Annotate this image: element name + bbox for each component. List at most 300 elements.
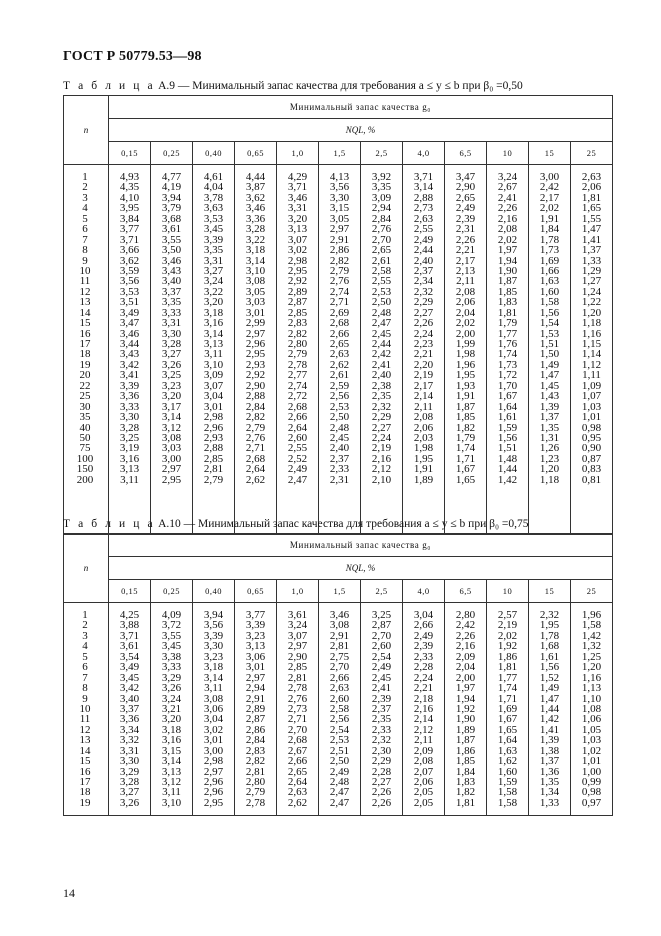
table-cell-value: 3,45 (203, 223, 224, 236)
table-cell-value: 3,55 (161, 233, 182, 246)
table-cell-value: 2,12 (413, 723, 434, 736)
table-cell-value: 1,49 (539, 358, 560, 371)
table-cell-value: 4,13 (329, 171, 350, 183)
n-value: 10 (79, 264, 91, 277)
table-cell-value: 2,02 (539, 202, 560, 215)
table-cell-value: 3,42 (119, 358, 140, 371)
table-cell-value: 2,47 (371, 317, 392, 330)
table-cell-value: 3,36 (245, 212, 266, 225)
table-cell-value: 3,51 (119, 296, 140, 309)
table-cell-value: 2,97 (161, 463, 182, 476)
table-cell-value: 2,79 (329, 264, 350, 277)
table-cell-value: 2,16 (497, 212, 518, 225)
table-cell-value: 2,48 (371, 306, 392, 319)
table-cell-value: 2,88 (413, 191, 434, 204)
table-cell-value: 3,61 (161, 223, 182, 236)
table-cell-value: 3,71 (287, 181, 308, 194)
table-cell-value: 1,84 (455, 765, 476, 778)
table-cell-value: 3,07 (203, 379, 224, 392)
table-cell-value: 2,66 (329, 671, 350, 684)
table-cell-value: 1,67 (497, 713, 518, 726)
table-cell-value: 2,64 (287, 776, 308, 788)
table-cell-value: 1,77 (497, 671, 518, 684)
table-cell-value: 2,02 (497, 233, 518, 246)
table-cell-value: 1,44 (539, 702, 560, 715)
table-cell-value: 1,18 (581, 317, 602, 330)
table-cell-value: 2,41 (497, 191, 518, 204)
table-cell-value: 2,71 (329, 296, 350, 309)
value-column (361, 603, 403, 816)
table-cell-value: 1,51 (497, 442, 518, 455)
table-cell-value: 2,56 (329, 713, 350, 726)
table-cell-value: 3,05 (245, 285, 266, 298)
table-cell-value: 2,54 (371, 650, 392, 663)
table-cell-value: 3,45 (161, 640, 182, 653)
table-cell-value: 2,11 (456, 275, 475, 288)
table-cell-value: 0,87 (581, 452, 602, 465)
table-cell-value: 2,32 (413, 285, 434, 298)
table-cell-value: 3,46 (287, 191, 308, 204)
nql-value-cell: 1,5 (319, 142, 361, 165)
table-cell-value: 3,39 (203, 629, 224, 642)
table-cell-value: 2,19 (413, 369, 434, 382)
table-cell-value: 2,50 (371, 296, 392, 309)
table-cell-value: 2,55 (287, 442, 308, 455)
table-cell-value: 3,28 (161, 338, 182, 350)
table-cell-value: 3,28 (245, 223, 266, 236)
table-cell-value: 2,26 (455, 233, 476, 246)
table-cell-value: 1,63 (497, 744, 518, 757)
table-cell-value: 2,30 (371, 744, 392, 757)
table-cell-value: 2,44 (371, 338, 392, 350)
table-cell-value: 3,27 (161, 348, 182, 361)
table-cell-value: 2,10 (371, 473, 392, 486)
table-cell-value: 2,60 (329, 692, 350, 705)
table-cell-value: 1,01 (581, 755, 602, 768)
table-cell-value: 2,91 (329, 629, 350, 642)
value-column (151, 603, 193, 816)
table-cell-value: 3,46 (119, 327, 140, 340)
n-value: 16 (79, 327, 91, 340)
table-cell-value: 1,86 (497, 650, 518, 663)
table-cell-value: 2,24 (413, 327, 434, 340)
table-cell-value: 2,88 (245, 390, 266, 403)
value-column (193, 165, 235, 535)
table-cell-value: 1,67 (455, 463, 476, 476)
table-cell-value: 3,20 (287, 212, 308, 225)
table-cell-value: 2,66 (413, 619, 434, 632)
table-cell-value: 2,95 (203, 796, 224, 809)
table-cell-value: 1,03 (581, 734, 602, 747)
table-cell-value: 2,65 (287, 765, 308, 778)
table-cell-value: 2,28 (371, 765, 392, 778)
table-cell-value: 2,41 (371, 682, 392, 695)
table-cell-value: 1,87 (497, 275, 518, 288)
table-cell-value: 3,62 (119, 254, 140, 267)
table-cell-value: 1,35 (539, 776, 560, 788)
table-cell-value: 1,16 (581, 671, 602, 684)
table-cell-value: 1,64 (497, 734, 518, 747)
table-cell-value: 3,09 (371, 191, 392, 204)
n-value: 3 (82, 191, 88, 204)
table-cell-value: 2,49 (413, 629, 434, 642)
table-cell-value: 1,65 (497, 723, 518, 736)
table-cell-value: 4,04 (203, 181, 224, 194)
table-cell-value: 3,09 (203, 369, 224, 382)
table-cell-value: 2,34 (413, 275, 434, 288)
table-cell-value: 3,54 (119, 650, 140, 663)
table-cell-value: 2,91 (245, 692, 266, 705)
table-cell-value: 2,39 (455, 212, 476, 225)
n-value: 2 (82, 619, 88, 632)
table-cell-value: 3,47 (455, 171, 476, 183)
table-cell-value: 2,26 (413, 317, 434, 330)
table-cell-value: 1,97 (455, 682, 476, 695)
table-cell-value: 2,78 (245, 796, 266, 809)
table-cell-value: 2,32 (371, 734, 392, 747)
table-cell-value: 1,76 (497, 338, 518, 350)
table-cell-value: 2,67 (497, 181, 518, 194)
table-cell-value: 2,90 (245, 379, 266, 392)
table-cell-value: 3,25 (119, 431, 140, 444)
n-column (64, 165, 109, 535)
table-cell-value: 2,63 (413, 212, 434, 225)
table-cell-value: 2,81 (329, 640, 350, 653)
value-column (487, 165, 529, 535)
table-cell-value: 3,19 (119, 442, 140, 455)
table-cell-value: 1,53 (539, 327, 560, 340)
table-cell-value: 2,78 (287, 358, 308, 371)
table-cell-value: 3,08 (161, 431, 182, 444)
table-cell-value: 1,84 (539, 223, 560, 236)
table-cell-value: 2,61 (329, 369, 350, 382)
table-cell-value: 3,10 (245, 264, 266, 277)
table-cell-value: 3,03 (161, 442, 182, 455)
table-cell-value: 2,04 (455, 661, 476, 674)
n-value: 14 (79, 306, 91, 319)
table-cell-value: 1,24 (581, 285, 602, 298)
table-cell-value: 1,03 (581, 400, 602, 413)
table-cell-value: 1,87 (455, 734, 476, 747)
table-cell-value: 2,76 (287, 692, 308, 705)
nql-value-cell: 15 (529, 580, 571, 603)
table-cell-value: 2,92 (287, 275, 308, 288)
table-cell-value: 2,77 (287, 369, 308, 382)
table-cell-value: 3,03 (245, 296, 266, 309)
table-cell-value: 1,02 (581, 744, 602, 757)
table-cell-value: 3,77 (119, 223, 140, 236)
column-header-n: n (64, 96, 109, 165)
table-cell-value: 2,66 (287, 755, 308, 768)
table-cell-value: 2,96 (203, 786, 224, 799)
table-cell-value: 1,42 (497, 473, 518, 486)
n-value: 3 (82, 629, 88, 642)
table-cell-value: 2,79 (245, 421, 266, 434)
n-value: 1 (82, 171, 88, 183)
table-cell-value: 1,71 (497, 692, 518, 705)
nql-value-cell: 0,65 (235, 580, 277, 603)
table-cell-value: 3,04 (203, 390, 224, 403)
table-cell-value: 2,97 (287, 640, 308, 653)
table-cell-value: 3,20 (161, 390, 182, 403)
table-cell-value: 1,47 (539, 692, 560, 705)
value-column (277, 165, 319, 535)
table-cell-value: 2,42 (539, 181, 560, 194)
table-cell-value: 1,93 (455, 379, 476, 392)
nql-value-cell: 6,5 (445, 580, 487, 603)
table-cell-value: 2,37 (413, 264, 434, 277)
table-cell-value: 3,07 (287, 629, 308, 642)
table-cell-value: 1,65 (455, 473, 476, 486)
table-cell-value: 1,81 (497, 306, 518, 319)
table-cell-value: 1,29 (581, 264, 602, 277)
table-cell-value: 2,35 (371, 390, 392, 403)
table-cell-value: 3,47 (119, 317, 140, 330)
table-cell-value: 2,52 (287, 452, 308, 465)
table-cell-value: 1,35 (539, 421, 560, 434)
table-cell-value: 3,15 (161, 744, 182, 757)
table-cell-value: 3,33 (119, 400, 140, 413)
n-value: 7 (82, 671, 88, 684)
table-cell-value: 3,30 (119, 755, 140, 768)
table-cell-value: 2,61 (371, 254, 392, 267)
table-cell-value: 1,58 (581, 619, 602, 632)
n-value: 13 (79, 734, 91, 747)
table-cell-value: 3,14 (203, 671, 224, 684)
value-column (403, 603, 445, 816)
table-cell-value: 3,71 (119, 629, 140, 642)
table-cell-value: 2,40 (329, 442, 350, 455)
table-cell-value: 3,01 (245, 661, 266, 674)
table-cell-value: 2,80 (455, 609, 476, 621)
table-cell-value: 2,92 (245, 369, 266, 382)
table-cell-value: 3,35 (203, 244, 224, 257)
nql-value-cell: 0,65 (235, 142, 277, 165)
table-cell-value: 2,74 (329, 285, 350, 298)
table-cell-value: 2,96 (203, 421, 224, 434)
table-cell-value: 1,58 (539, 296, 560, 309)
table-cell-value: 2,82 (329, 254, 350, 267)
table-cell-value: 1,58 (497, 796, 518, 809)
table-cell-value: 1,59 (497, 776, 518, 788)
table-cell-value: 3,53 (203, 212, 224, 225)
table-cell-value: 2,24 (413, 671, 434, 684)
table-cell-value: 2,48 (329, 421, 350, 434)
table-cell-value: 2,84 (245, 400, 266, 413)
table-cell-value: 2,32 (539, 609, 560, 621)
n-value: 8 (82, 244, 88, 257)
table-cell-value: 3,44 (119, 338, 140, 350)
table-cell-value: 2,48 (329, 776, 350, 788)
table-cell-value: 3,24 (287, 619, 308, 632)
column-header-n: n (64, 534, 109, 603)
table-cell-value: 1,48 (497, 452, 518, 465)
table-cell-value: 2,63 (287, 786, 308, 799)
n-value: 1 (82, 609, 88, 621)
table-cell-value: 1,89 (455, 723, 476, 736)
table-cell-value: 3,45 (119, 671, 140, 684)
table-cell-value: 3,00 (203, 744, 224, 757)
table-cell-value: 2,86 (329, 244, 350, 257)
table-cell-value: 3,43 (119, 348, 140, 361)
table-cell-value: 2,05 (413, 796, 434, 809)
value-column (361, 165, 403, 535)
nql-value-cell: 25 (571, 580, 613, 603)
table-cell-value: 3,16 (203, 317, 224, 330)
table-cell-value: 2,81 (245, 765, 266, 778)
n-value: 19 (79, 358, 91, 371)
table-cell-value: 2,06 (581, 181, 602, 194)
table-cell-value: 1,89 (413, 473, 434, 486)
table-cell-value: 2,64 (287, 421, 308, 434)
table-cell-value: 3,46 (329, 609, 350, 621)
table-cell-value: 3,30 (161, 327, 182, 340)
table-cell-value: 1,69 (497, 702, 518, 715)
table-cell-value: 1,50 (539, 348, 560, 361)
table-cell-value: 1,10 (581, 692, 602, 705)
table-cell-value: 2,04 (455, 306, 476, 319)
n-column (64, 603, 109, 816)
table-cell-value: 3,39 (245, 619, 266, 632)
table-cell-value: 1,85 (455, 411, 476, 424)
table-cell-value: 1,41 (539, 723, 560, 736)
table-cell-value: 3,68 (161, 212, 182, 225)
table-cell-value: 2,03 (413, 431, 434, 444)
table-cell-value: 1,95 (539, 619, 560, 632)
table-cell-value: 3,95 (119, 202, 140, 215)
table-cell-value: 3,30 (203, 640, 224, 653)
table-cell-value: 3,33 (161, 306, 182, 319)
table-cell-value: 3,63 (203, 202, 224, 215)
value-column (445, 165, 487, 535)
table-cell-value: 2,58 (329, 702, 350, 715)
table-cell-value: 4,09 (161, 609, 182, 621)
table-cell-value: 3,38 (161, 650, 182, 663)
table-cell-value: 2,37 (329, 452, 350, 465)
table-cell-value: 1,83 (497, 296, 518, 309)
table-cell-value: 2,71 (245, 442, 266, 455)
value-column (193, 603, 235, 816)
table-cell-value: 3,24 (203, 275, 224, 288)
table-cell-value: 2,60 (371, 640, 392, 653)
table-cell-value: 1,62 (497, 755, 518, 768)
table-cell-value: 1,72 (497, 369, 518, 382)
n-value: 4 (82, 202, 88, 215)
table-cell-value: 2,94 (371, 202, 392, 215)
table-cell-value: 3,15 (329, 202, 350, 215)
table-cell-value: 1,98 (455, 348, 476, 361)
table-cell-value: 0,83 (581, 463, 602, 476)
table-cell-value: 1,09 (581, 379, 602, 392)
table-cell-value: 2,12 (371, 463, 392, 476)
n-value: 9 (82, 692, 88, 705)
table-cell-value: 1,74 (497, 348, 518, 361)
table-cell-value: 2,63 (329, 348, 350, 361)
table-cell-value: 2,62 (245, 473, 266, 486)
table-cell-value: 1,20 (581, 306, 602, 319)
table-cell-value: 3,13 (245, 640, 266, 653)
table-cell-value: 2,98 (203, 411, 224, 424)
n-value: 14 (79, 744, 91, 757)
table-cell-value: 2,18 (413, 692, 434, 705)
table-cell-value: 3,56 (119, 275, 140, 288)
table-cell-value: 2,59 (329, 379, 350, 392)
table-cell-value: 3,35 (371, 181, 392, 194)
table-cell-value: 3,11 (120, 473, 139, 486)
n-value: 35 (79, 411, 91, 424)
group-header: Минимальный запас качества g₀ (109, 96, 613, 119)
table-cell-value: 3,33 (161, 661, 182, 674)
table-cell-value: 4,25 (119, 609, 140, 621)
table-cell-value: 2,66 (287, 411, 308, 424)
table-cell-value: 1,82 (455, 421, 476, 434)
table-cell-value: 2,44 (413, 244, 434, 257)
table-cell-value: 1,22 (581, 296, 602, 309)
n-value: 150 (76, 463, 94, 476)
table-cell-value: 2,86 (245, 723, 266, 736)
table-cell-value: 2,17 (455, 254, 476, 267)
table-cell-value: 2,47 (329, 786, 350, 799)
table-cell-value: 3,06 (245, 650, 266, 663)
table-cell-value: 2,29 (371, 411, 392, 424)
table-cell-value: 2,47 (287, 473, 308, 486)
table-cell-value: 2,76 (329, 275, 350, 288)
table-cell-value: 3,92 (371, 171, 392, 183)
table-cell-value: 3,08 (329, 619, 350, 632)
table-cell-value: 3,12 (161, 776, 182, 788)
nql-value-cell: 0,25 (151, 142, 193, 165)
table-cell-value: 1,05 (581, 723, 602, 736)
table-cell-value: 4,35 (119, 181, 140, 194)
table-title: А.10 — Минимальный запас качества для требования a ≤ y ≤ b при β₀ =0,75 (158, 518, 529, 530)
table-cell-value: 3,61 (287, 609, 308, 621)
table-cell-value: 2,82 (245, 755, 266, 768)
table-cell-value: 2,68 (287, 734, 308, 747)
table-cell-value: 3,14 (203, 327, 224, 340)
table-cell-value: 3,56 (329, 181, 350, 194)
n-value: 12 (79, 723, 91, 736)
table-cell-value: 3,62 (245, 191, 266, 204)
table-cell-value: 2,16 (371, 452, 392, 465)
table-cell-value: 3,00 (161, 452, 182, 465)
table-cell-value: 2,26 (371, 796, 392, 809)
n-value: 12 (79, 285, 91, 298)
table-cell-value: 1,44 (497, 463, 518, 476)
n-value: 30 (79, 400, 91, 413)
table-cell-value: 1,73 (497, 358, 518, 371)
table-cell-value: 3,39 (119, 379, 140, 392)
table-cell-value: 2,45 (371, 327, 392, 340)
table-cell-value: 2,21 (413, 348, 434, 361)
table-cell-value: 2,70 (371, 629, 392, 642)
table-cell-value: 0,99 (581, 776, 602, 788)
nql-value-cell: 15 (529, 142, 571, 165)
table-cell-value: 3,10 (203, 358, 224, 371)
table-cell-value: 1,92 (497, 640, 518, 653)
table-cell-value: 2,23 (413, 338, 434, 350)
table-cell-value: 3,36 (119, 713, 140, 726)
table-cell-value: 3,36 (119, 390, 140, 403)
table-cell-value: 2,89 (245, 702, 266, 715)
table-cell-value: 3,01 (203, 400, 224, 413)
table-cell-value: 2,97 (203, 765, 224, 778)
value-column (235, 165, 277, 535)
table-cell-value: 3,88 (119, 619, 140, 632)
n-value: 10 (79, 702, 91, 715)
table-cell-value: 2,45 (329, 431, 350, 444)
table-cell-value: 2,06 (413, 776, 434, 788)
table-cell-value: 3,21 (161, 702, 182, 715)
